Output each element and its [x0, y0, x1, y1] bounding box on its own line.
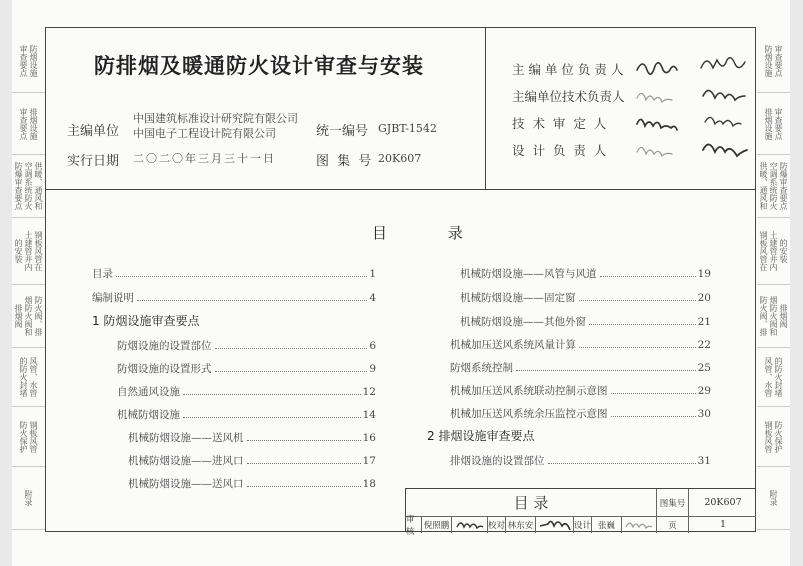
dot-leader	[137, 300, 367, 301]
section-tab-label: 防爆审查要点	[14, 162, 23, 210]
toc-entry-page: 31	[697, 455, 711, 467]
toc-entry[interactable]	[117, 384, 376, 398]
section-tab[interactable]	[12, 93, 45, 155]
design-label: 设计	[574, 516, 592, 533]
toc-entry-label: 机械加压送风系统风量计算	[450, 339, 576, 351]
dot-leader	[589, 324, 696, 325]
section-tab[interactable]	[12, 348, 45, 407]
section-tab[interactable]	[757, 285, 790, 348]
dot-leader	[215, 348, 368, 349]
section-tab-label: 防火保护	[774, 420, 783, 453]
dot-leader	[516, 370, 696, 371]
section-tab-label: 排烟阀	[14, 304, 23, 328]
toc-entry-label: 防烟设施的设置部位	[117, 340, 212, 352]
page-number: 1	[719, 519, 727, 530]
checker-signature	[536, 516, 574, 533]
toc-entry-page: 16	[362, 432, 376, 444]
toc-entry[interactable]	[450, 383, 711, 397]
section-tab-label: 土建管井内	[24, 231, 33, 271]
toc-entry-label: 防烟系统控制	[450, 362, 513, 374]
toc-entry-page: 19	[697, 268, 711, 280]
signature	[705, 117, 741, 126]
toc-entry-label: 机械防烟设施——其他外窗	[460, 316, 586, 328]
role-chief-unit: 主 编 单 位 负 责 人	[512, 62, 624, 77]
toc-entry-label: 排烟设施的设置部位	[450, 455, 545, 467]
toc-entry[interactable]	[128, 430, 376, 444]
toc-entry[interactable]	[92, 290, 376, 304]
dot-leader	[579, 300, 696, 301]
toc-entry-page: 22	[697, 339, 711, 351]
section-tab-label: 供暖、通风和	[34, 162, 43, 210]
section-tab[interactable]	[757, 467, 790, 530]
section-tab-label: 防火阀、排	[759, 296, 768, 336]
toc-entry[interactable]	[460, 314, 711, 328]
title-block-atlas-label: 图集号	[657, 489, 689, 516]
section-tab[interactable]	[12, 467, 45, 530]
signature	[703, 90, 745, 100]
section-tab[interactable]	[12, 218, 45, 285]
section-tab-label: 排烟阀	[779, 304, 788, 328]
section-tab-label: 土建管井内	[769, 231, 778, 271]
page-label: 页	[657, 516, 689, 533]
section-tab[interactable]	[12, 155, 45, 218]
role-chief-tech: 主编单位技术负责人	[512, 89, 625, 104]
designer-name: 张巍	[592, 516, 622, 533]
dot-leader	[579, 347, 696, 348]
toc-entry-label: 机械加压送风系统联动控制示意图	[450, 385, 608, 397]
toc-section-heading[interactable]: 1 防烟设施审查要点	[92, 314, 200, 328]
editor-org-1: 中国建筑标准设计研究院有限公司	[133, 112, 298, 125]
section-tab-label: 钢板风管在	[34, 231, 43, 271]
section-tab-label: 审查要点	[19, 45, 28, 77]
toc-entry-label: 机械防烟设施——固定窗	[460, 292, 576, 304]
section-tab[interactable]	[12, 285, 45, 348]
toc-entry[interactable]	[460, 290, 711, 304]
section-tab-label: 烟防火阀和	[24, 296, 33, 336]
toc-section-heading[interactable]: 2 排烟设施审查要点	[427, 429, 535, 443]
toc-entry-page: 30	[697, 408, 711, 420]
toc-entry[interactable]	[450, 453, 711, 467]
title-block-atlas: 20K607	[704, 497, 742, 508]
dot-leader	[548, 463, 696, 464]
section-tab-label: 风管、水管	[29, 357, 38, 397]
section-tab-label: 防烟设施	[764, 45, 773, 77]
toc-entry-page: 4	[369, 292, 376, 304]
toc-entry-page: 29	[697, 385, 711, 397]
reviewer-signature	[452, 516, 488, 533]
date-label: 实行日期	[67, 154, 120, 169]
signature	[637, 63, 677, 74]
dot-leader	[116, 276, 367, 277]
toc-entry[interactable]	[450, 337, 711, 351]
designer-signature	[622, 516, 657, 533]
dot-leader	[183, 394, 361, 395]
section-tab-label: 审查要点	[774, 45, 783, 77]
toc-entry-label: 机械加压送风系统余压监控示意图	[450, 408, 608, 420]
toc-entry[interactable]	[450, 406, 711, 420]
toc-entry-page: 20	[697, 292, 711, 304]
toc-entry[interactable]	[117, 407, 376, 421]
toc-entry-page: 18	[362, 478, 376, 490]
toc-entry-page: 14	[362, 409, 376, 421]
reviewer-name: 倪照鹏	[422, 516, 452, 533]
toc-entry-label: 编制说明	[92, 292, 134, 304]
dot-leader	[247, 463, 361, 464]
dot-leader	[611, 393, 696, 394]
toc-entry-page: 12	[362, 386, 376, 398]
signature	[637, 93, 672, 102]
signature	[701, 58, 745, 68]
checker-name: 林东安	[506, 516, 536, 533]
atlas-value: 20K607	[378, 152, 422, 165]
section-tab-label: 附录	[24, 490, 33, 506]
toc-entry-label: 机械防烟设施——送风机	[128, 432, 244, 444]
dot-leader	[183, 417, 361, 418]
section-tab-label: 防爆审查要点	[779, 162, 788, 210]
code-value: GJBT-1542	[378, 122, 437, 135]
toc-entry-label: 机械防烟设施	[117, 409, 180, 421]
title-block-name: 目 录	[406, 489, 657, 516]
section-tab-label: 风管、水管	[764, 357, 773, 397]
review-label: 审核	[406, 516, 422, 533]
toc-entry[interactable]	[92, 266, 376, 280]
dot-leader	[611, 416, 696, 417]
toc-entry[interactable]	[117, 361, 376, 375]
date-value: 二〇二〇年三月三十一日	[133, 152, 276, 165]
section-tab-label: 防火阀、排	[34, 296, 43, 336]
section-tab-label: 烟防火阀和	[769, 296, 778, 336]
section-tab-label: 空调系统防火	[769, 162, 778, 210]
check-label: 校对	[488, 516, 506, 533]
signatures	[635, 52, 765, 170]
section-tab[interactable]	[12, 407, 45, 467]
section-tab-label: 空调系统防火	[24, 162, 33, 210]
signature	[637, 119, 677, 130]
toc-entry-page: 9	[369, 363, 376, 375]
signature	[637, 147, 672, 156]
toc-entry-label: 目录	[92, 268, 113, 280]
toc-entry-page: 25	[697, 362, 711, 374]
section-tab-label: 排烟设施	[29, 107, 38, 140]
section-tab[interactable]	[757, 407, 790, 467]
editor-label: 主编单位	[67, 124, 120, 139]
section-tab-label: 排烟设施	[764, 107, 773, 140]
section-tab-label: 防烟设施	[29, 45, 38, 77]
toc-entry[interactable]	[460, 266, 711, 280]
atlas-label: 图 集 号	[316, 154, 374, 169]
section-tab-label: 钢板风管在	[759, 231, 768, 271]
toc-entry-label: 机械防烟设施——进风口	[128, 455, 244, 467]
role-tech-review: 技 术 审 定 人	[512, 116, 607, 131]
signature	[703, 144, 747, 156]
dot-leader	[247, 440, 361, 441]
section-tab-label: 防火保护	[19, 420, 28, 453]
header-divider	[485, 27, 486, 190]
code-label: 统一编号	[316, 124, 369, 139]
section-tab-label: 供暖、通风和	[759, 162, 768, 210]
toc-entry[interactable]	[117, 338, 376, 352]
section-tab-label: 的安装	[14, 239, 23, 263]
toc-entry-label: 机械防烟设施——送风口	[128, 478, 244, 490]
section-tab[interactable]	[757, 218, 790, 285]
toc-entry[interactable]	[128, 453, 376, 467]
role-design-lead: 设 计 负 责 人	[512, 143, 607, 158]
section-tab[interactable]	[757, 348, 790, 407]
toc-entry-page: 1	[369, 268, 376, 280]
title-block	[405, 488, 756, 537]
toc-entry-label: 自然通风设施	[117, 386, 180, 398]
toc-entry[interactable]	[450, 360, 711, 374]
toc-entry-page: 6	[369, 340, 376, 352]
atlas-title: 防排烟及暖通防火设计审查与安装	[94, 54, 424, 78]
section-tab-label: 钢板风管	[29, 420, 38, 453]
section-tab-label: 的防火封堵	[774, 357, 783, 397]
section-tab-label: 钢板风管	[764, 420, 773, 453]
toc-entry-label: 防烟设施的设置形式	[117, 363, 212, 375]
dot-leader	[247, 486, 361, 487]
section-tab-label: 附录	[769, 490, 778, 506]
section-tab-label: 的防火封堵	[19, 357, 28, 397]
section-tab-label: 的安装	[779, 239, 788, 263]
section-tab-label: 审查要点	[774, 107, 783, 140]
toc-entry[interactable]	[128, 476, 376, 490]
dot-leader	[215, 371, 368, 372]
section-tab-label: 审查要点	[19, 107, 28, 140]
editor-org-2: 中国电子工程设计院有限公司	[133, 127, 276, 140]
toc-entry-label: 机械防烟设施——风管与风道	[460, 268, 597, 280]
toc-entry-page: 21	[697, 316, 711, 328]
section-tab[interactable]	[12, 30, 45, 93]
dot-leader	[600, 276, 696, 277]
toc-entry-page: 17	[362, 455, 376, 467]
toc-title: 目 录	[372, 224, 491, 242]
